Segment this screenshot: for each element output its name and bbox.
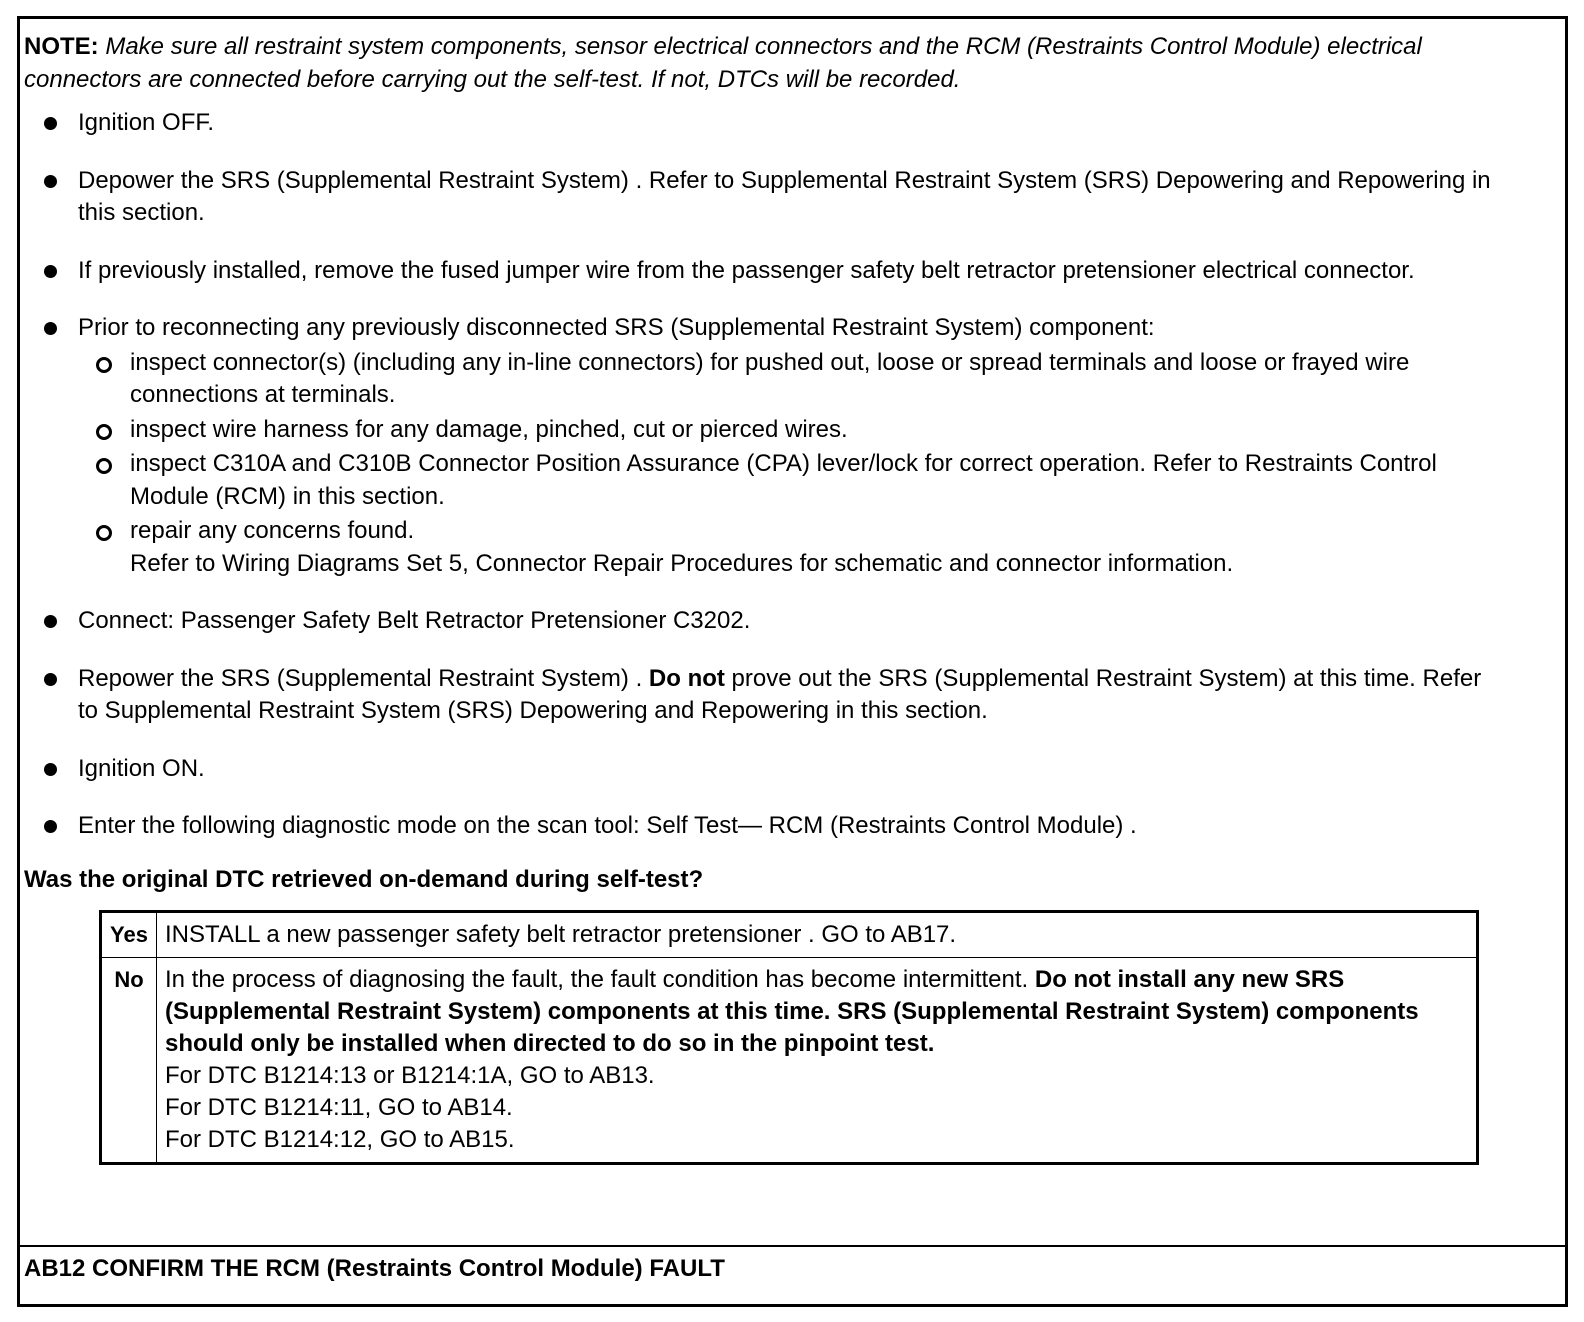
section-divider	[20, 1245, 1565, 1247]
step-text: If previously installed, remove the fused jumper wire from the passenger safety belt retractor pretensioner electrical connector.	[78, 256, 1415, 284]
bullet-icon	[44, 117, 57, 130]
step-text-after: prove out the SRS (Supplemental Restraint System) at this time. Refer to Supplemental Restraint System (SRS) Depowering and Repowering in this section.	[78, 664, 1482, 724]
step-text: Prior to reconnecting any previously disconnected SRS (Supplemental Restraint System) component:	[78, 314, 1155, 341]
circle-bullet-icon	[96, 458, 112, 474]
answer-table	[99, 910, 1479, 1165]
bullet-icon	[44, 673, 57, 686]
substep-item	[76, 448, 1497, 513]
answer-no-line: For DTC B1214:11, GO to AB14.	[165, 1094, 513, 1121]
substep-text: inspect C310A and C310B Connector Position Assurance (CPA) lever/lock for correct operation. Refer to Restraints Control Module (RCM) in this section.	[130, 450, 1437, 510]
bullet-icon	[44, 175, 57, 188]
substep-item	[76, 414, 1497, 447]
step-text-before: Repower the SRS (Supplemental Restraint System) .	[78, 664, 649, 692]
step-item	[24, 605, 1557, 638]
answer-no-warning: Do not install any new SRS (Supplemental Restraint System) components at this time. SRS (Supplemental Restraint System) components should only be installed when directed to do so in the pinpoint test.	[165, 966, 1419, 1057]
step-text: Ignition OFF.	[78, 109, 215, 136]
step-item	[24, 107, 1557, 140]
answer-row-no	[101, 958, 1478, 1164]
step-item	[24, 312, 1557, 580]
answer-text-yes: INSTALL a new passenger safety belt retractor pretensioner . GO to AB17.	[157, 912, 1478, 958]
substep-list	[78, 347, 1497, 581]
substep-item	[76, 347, 1497, 412]
step-item	[24, 255, 1557, 288]
answer-no-plain: In the process of diagnosing the fault, the fault condition has become intermittent.	[165, 966, 1035, 993]
bullet-icon	[44, 763, 57, 776]
note	[24, 31, 1557, 96]
answer-row-yes	[101, 912, 1478, 958]
substep-text: inspect connector(s) (including any in-line connectors) for pushed out, loose or spread terminals and loose or frayed wire connections at terminals.	[130, 348, 1410, 408]
bullet-icon	[44, 820, 57, 833]
procedure-content	[20, 19, 1565, 1165]
substep-item	[76, 515, 1497, 580]
question: Was the original DTC retrieved on-demand during self-test?	[24, 865, 704, 893]
answer-text-no	[157, 958, 1478, 1164]
step-text: Enter the following diagnostic mode on the scan tool: Self Test— RCM (Restraints Control Module) .	[78, 812, 1137, 839]
step-item	[24, 165, 1557, 230]
next-step-heading: AB12 CONFIRM THE RCM (Restraints Control Module) FAULT	[24, 1255, 725, 1282]
answer-no-line: For DTC B1214:12, GO to AB15.	[165, 1126, 515, 1153]
note-label: NOTE:	[24, 33, 99, 60]
step-list	[24, 107, 1557, 843]
step-item	[24, 753, 1557, 786]
answer-label-no: No	[101, 958, 157, 1164]
circle-bullet-icon	[96, 357, 112, 373]
substep-continuation: Refer to Wiring Diagrams Set 5, Connector Repair Procedures for schematic and connector information.	[130, 549, 1234, 577]
answer-label-yes: Yes	[101, 912, 157, 958]
answer-no-line: For DTC B1214:13 or B1214:1A, GO to AB13.	[165, 1062, 655, 1089]
step-text: Ignition ON.	[78, 754, 205, 782]
bullet-icon	[44, 322, 57, 335]
substep-text: repair any concerns found.	[130, 517, 415, 544]
note-text: Make sure all restraint system components, sensor electrical connectors and the RCM (Restraints Control Module) electrical connectors are connected before carrying out the self-test. If not, DTCs will be recorded.	[24, 33, 1422, 93]
substep-text: inspect wire harness for any damage, pinched, cut or pierced wires.	[130, 415, 848, 443]
circle-bullet-icon	[96, 424, 112, 440]
step-item	[24, 663, 1557, 728]
step-text-emphasis: Do not	[648, 664, 725, 692]
step-item	[24, 810, 1557, 843]
step-text: Connect: Passenger Safety Belt Retractor Pretensioner C3202.	[78, 607, 751, 634]
circle-bullet-icon	[96, 525, 112, 541]
bullet-icon	[44, 265, 57, 278]
step-text: Depower the SRS (Supplemental Restraint System) . Refer to Supplemental Restraint System (SRS) Depowering and Repowering in this section.	[78, 166, 1491, 226]
procedure-frame	[17, 16, 1568, 1307]
bullet-icon	[44, 615, 57, 628]
